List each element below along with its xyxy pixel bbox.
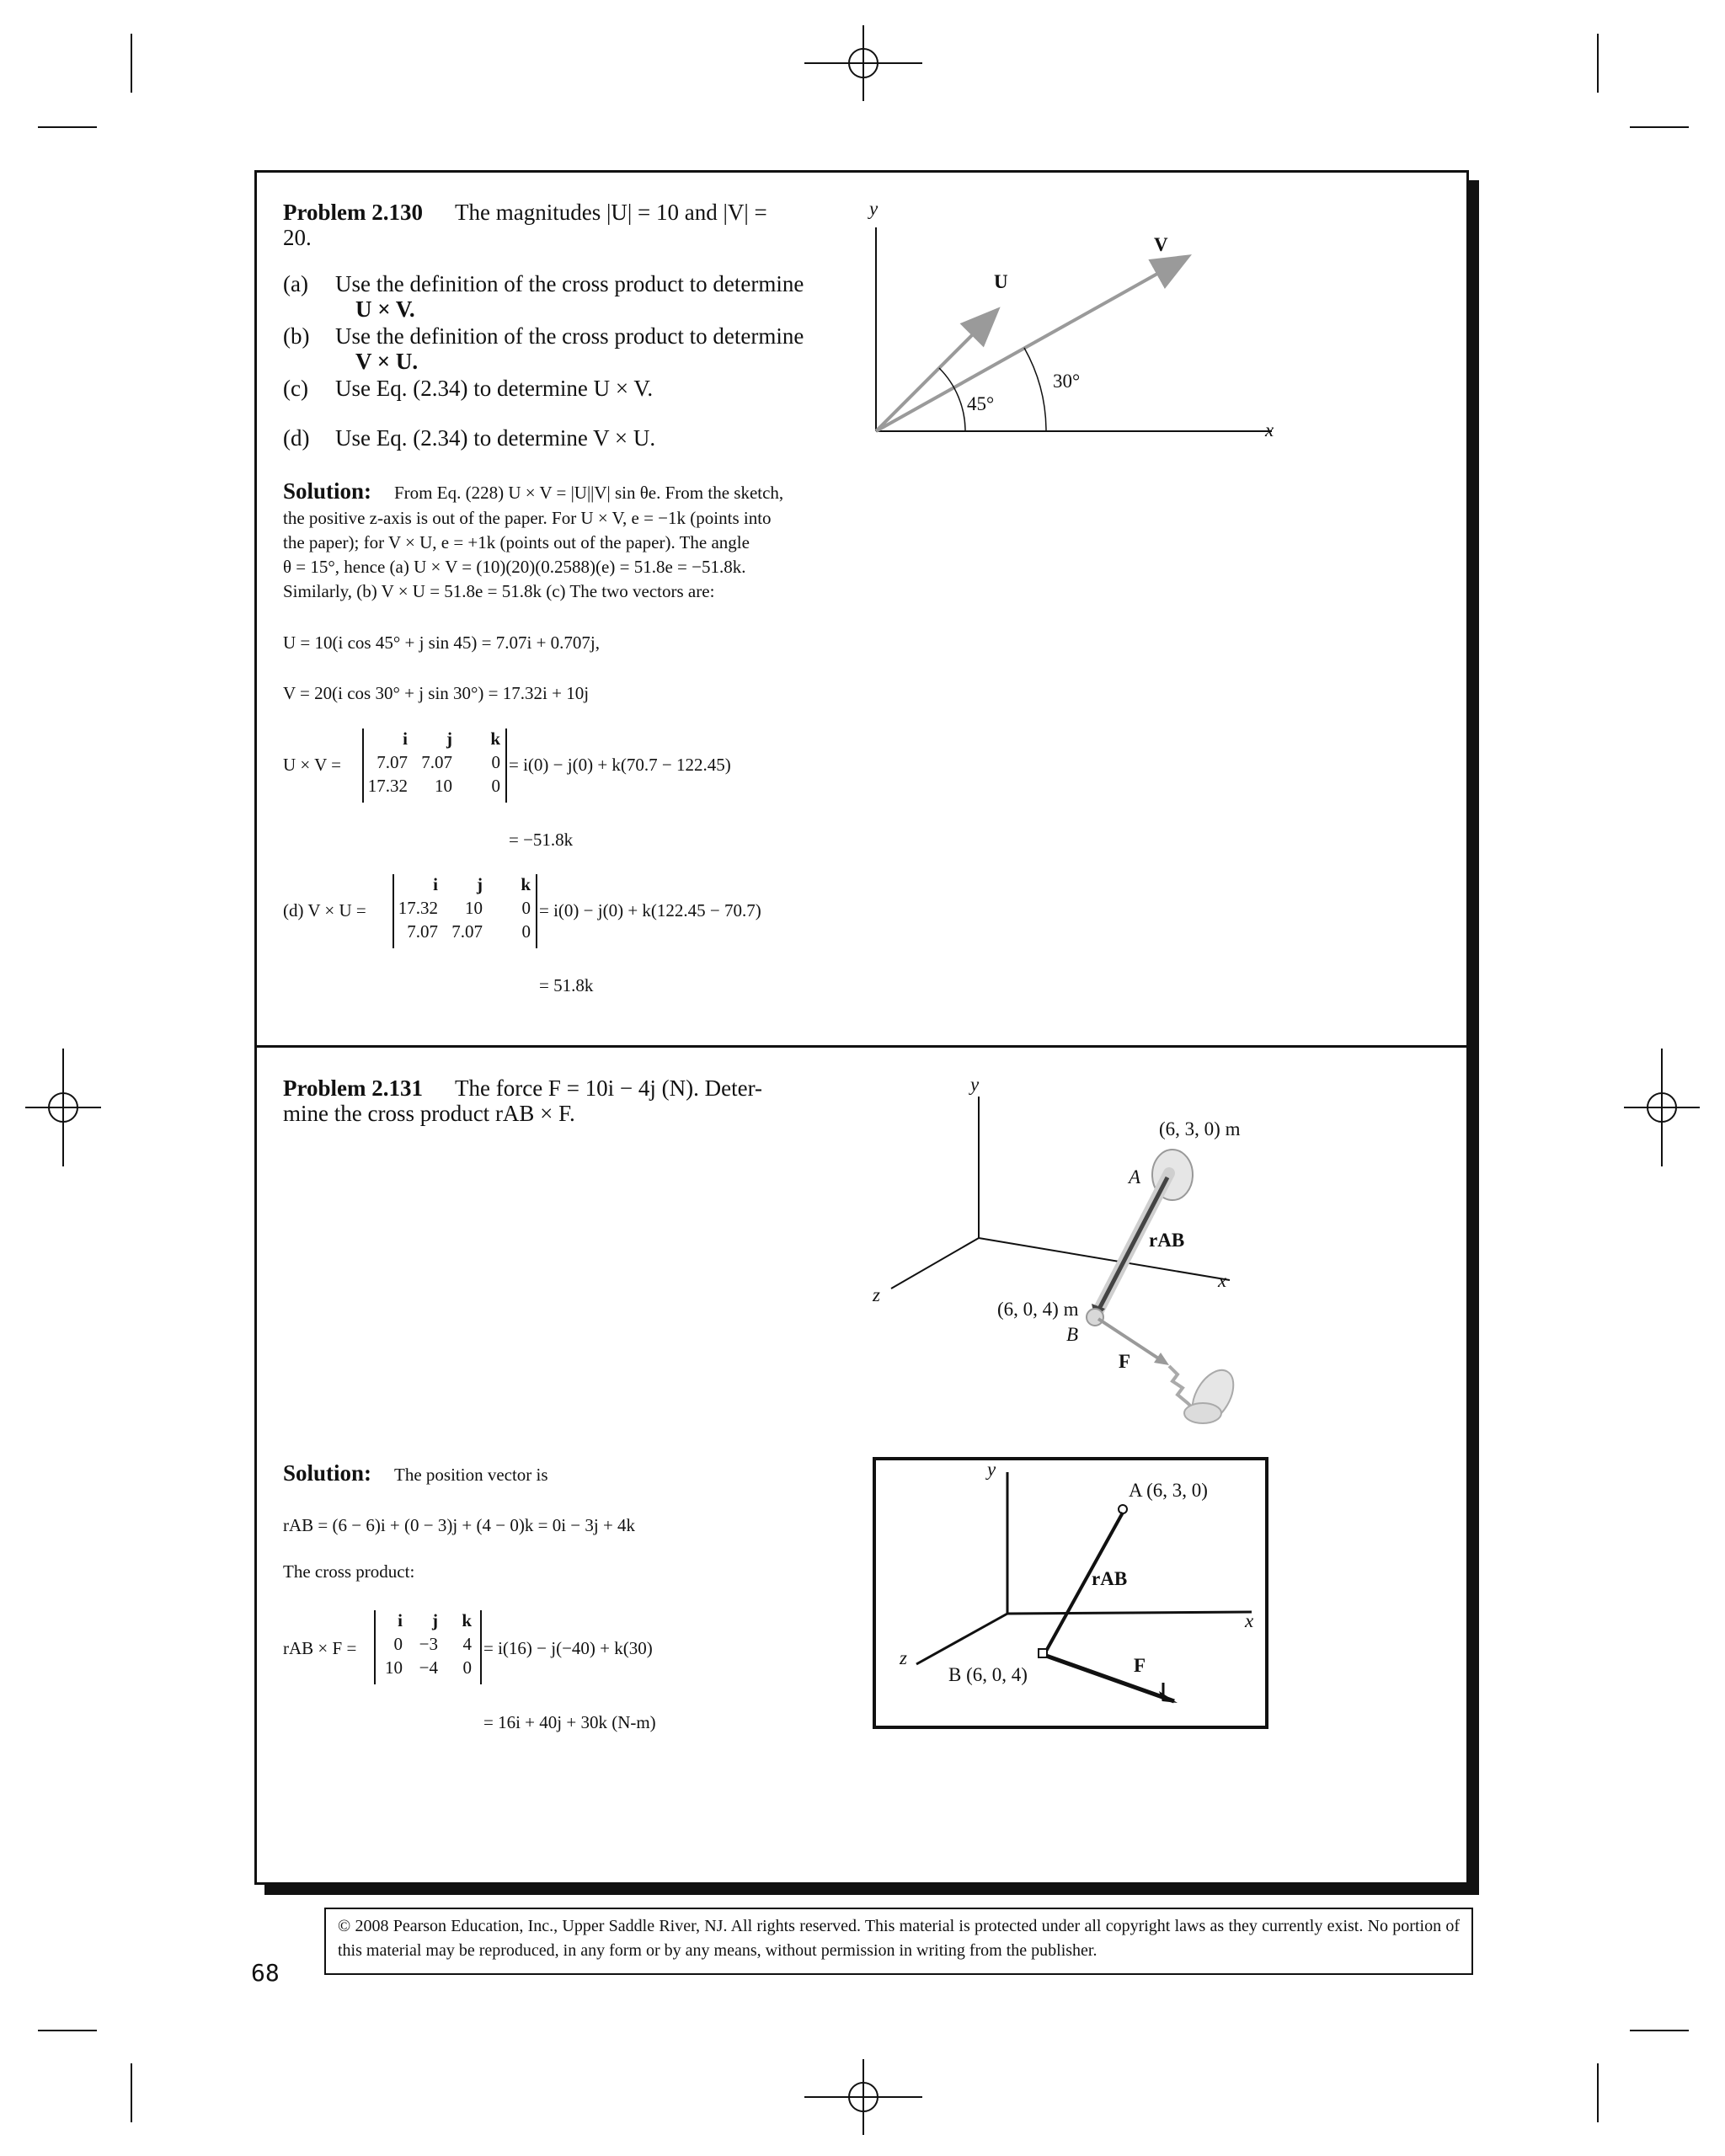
equation-u: U = 10(i cos 45° + j sin 45) = 7.07i + 0.707j,: [283, 632, 601, 653]
page-number: 68: [251, 1959, 280, 1987]
registration-mark-right: [1624, 1049, 1700, 1166]
solution-line: From Eq. (228) U × V = |U||V| sin θe. From the sketch,: [394, 483, 784, 503]
determinant-result: = 16i + 40j + 30k (N-m): [483, 1712, 656, 1732]
force-f-arrowhead: [1159, 1691, 1178, 1703]
part-text: Use Eq. (2.34) to determine U × V.: [335, 376, 654, 401]
registration-mark-left: [25, 1049, 101, 1166]
solution-text: The position vector is: [394, 1465, 548, 1485]
determinant-matrix: i j k 17.32 10 0 7.07 7.07 0: [393, 874, 537, 948]
joint-b: [1087, 1309, 1103, 1326]
determinant-rhs: = i(0) − j(0) + k(70.7 − 122.45): [509, 755, 731, 775]
determinant-lhs: U × V =: [283, 755, 342, 775]
solution-label: Solution:: [283, 1460, 372, 1486]
problem-statement: The magnitudes |U| = 10 and |V| =: [455, 200, 767, 225]
force-label-f: F: [1119, 1351, 1131, 1372]
angle-label-30: 30°: [1053, 371, 1081, 392]
part-tag: (a): [283, 271, 308, 296]
solution-line: θ = 15°, hence (a) U × V = (10)(20)(0.2588)(e) = 51.8e = −51.8k.: [283, 557, 746, 577]
part-text-cont: V × U.: [355, 349, 419, 374]
point-b-marker: [1039, 1649, 1047, 1657]
axis-label-x: x: [1218, 1270, 1227, 1291]
problem-title: Problem 2.131: [283, 1075, 423, 1101]
cable: [1169, 1366, 1194, 1410]
axis-label-x: x: [1245, 1610, 1254, 1631]
point-b-label: B: [1066, 1324, 1079, 1345]
crop-mark: [1597, 34, 1599, 93]
determinant-result: = 51.8k: [539, 975, 594, 995]
cross-product-label: The cross product:: [283, 1561, 415, 1582]
point-a-marker: [1119, 1505, 1127, 1513]
problem-statement: The force F = 10i − 4j (N). Deter-: [455, 1075, 763, 1101]
x-axis: [1007, 1612, 1252, 1614]
registration-mark-bottom: [804, 2059, 922, 2135]
crop-mark: [38, 126, 97, 128]
determinant-result: = −51.8k: [509, 830, 574, 850]
solution-label: Solution:: [283, 478, 372, 504]
part-text: Use the definition of the cross product to determine: [335, 271, 804, 296]
z-axis: [891, 1238, 979, 1289]
force-label-f: F: [1134, 1655, 1146, 1676]
part-text: Use Eq. (2.34) to determine V × U.: [335, 425, 656, 451]
crop-mark: [1630, 2030, 1689, 2031]
determinant-lhs: (d) V × U =: [283, 900, 366, 921]
z-axis: [916, 1614, 1007, 1664]
anchor-base: [1184, 1403, 1221, 1423]
crop-mark: [38, 2030, 97, 2031]
vector-label-rab: rAB: [1092, 1568, 1128, 1589]
problem-title: Problem 2.130: [283, 200, 423, 225]
crop-mark: [131, 2063, 132, 2122]
point-b-coordinates: (6, 0, 4) m: [997, 1299, 1079, 1320]
determinant-lhs: rAB × F =: [283, 1638, 357, 1658]
axis-label-y: y: [869, 198, 879, 219]
part-tag: (c): [283, 376, 308, 401]
axis-label-z: z: [900, 1647, 907, 1668]
solution-line: the positive z-axis is out of the paper. For U × V, e = −1k (points into: [283, 508, 772, 528]
angle-arc-45: [939, 368, 965, 431]
angle-arc-30: [1024, 348, 1046, 431]
part-tag: (b): [283, 323, 310, 349]
sketch-diagram: [873, 1457, 1268, 1729]
angle-label-45: 45°: [967, 393, 995, 414]
part-text-cont: U × V.: [355, 296, 415, 322]
registration-mark-top: [804, 25, 922, 101]
problem-statement-cont: 20.: [283, 225, 312, 250]
solution-line: the paper); for V × U, e = +1k (points out of the paper). The angle: [283, 532, 750, 552]
crop-mark: [1597, 2063, 1599, 2122]
solution-line: Similarly, (b) V × U = 51.8e = 51.8k (c) The two vectors are:: [283, 581, 715, 601]
point-a-coordinates: (6, 3, 0) m: [1159, 1118, 1241, 1139]
vector-label-v: V: [1154, 234, 1168, 255]
determinant-rhs: = i(0) − j(0) + k(122.45 − 70.7): [539, 900, 761, 921]
x-axis: [979, 1238, 1230, 1280]
vector-v-arrow: [876, 258, 1186, 431]
axis-label-x: x: [1265, 419, 1274, 440]
problem-statement-cont: mine the cross product rAB × F.: [283, 1101, 575, 1126]
vector-label-u: U: [994, 271, 1008, 292]
force-f-line: [1046, 1656, 1174, 1701]
crop-mark: [1630, 126, 1689, 128]
section-divider: [254, 1045, 1469, 1048]
point-a-label: A (6, 3, 0): [1129, 1480, 1208, 1501]
equation-r: rAB = (6 − 6)i + (0 − 3)j + (4 − 0)k = 0i − 3j + 4k: [283, 1515, 636, 1535]
axis-label-y: y: [987, 1459, 996, 1480]
determinant-matrix: i j k 7.07 7.07 0 17.32 10 0: [362, 728, 507, 803]
equation-v: V = 20(i cos 30° + j sin 30°) = 17.32i + 10j: [283, 683, 590, 703]
part-text: Use the definition of the cross product to determine: [335, 323, 804, 349]
determinant-matrix: i j k 0 −3 4 10 −4 0: [374, 1610, 482, 1684]
crop-mark: [131, 34, 132, 93]
vector-diagram: [859, 194, 1297, 446]
point-a-label: A: [1129, 1166, 1141, 1187]
point-b-label: B (6, 0, 4): [948, 1664, 1028, 1685]
axis-label-z: z: [873, 1284, 880, 1305]
copyright-notice: © 2008 Pearson Education, Inc., Upper Saddle River, NJ. All rights reserved. This material is protected under all copyright laws as they currently exist. No portion of this material may be reproduced, in any form or by any means, without permission in writing from the publisher.: [324, 1908, 1473, 1975]
vector-label-rab: rAB: [1149, 1230, 1185, 1251]
part-tag: (d): [283, 425, 310, 451]
axis-label-y: y: [970, 1074, 980, 1095]
determinant-rhs: = i(16) − j(−40) + k(30): [483, 1638, 653, 1658]
